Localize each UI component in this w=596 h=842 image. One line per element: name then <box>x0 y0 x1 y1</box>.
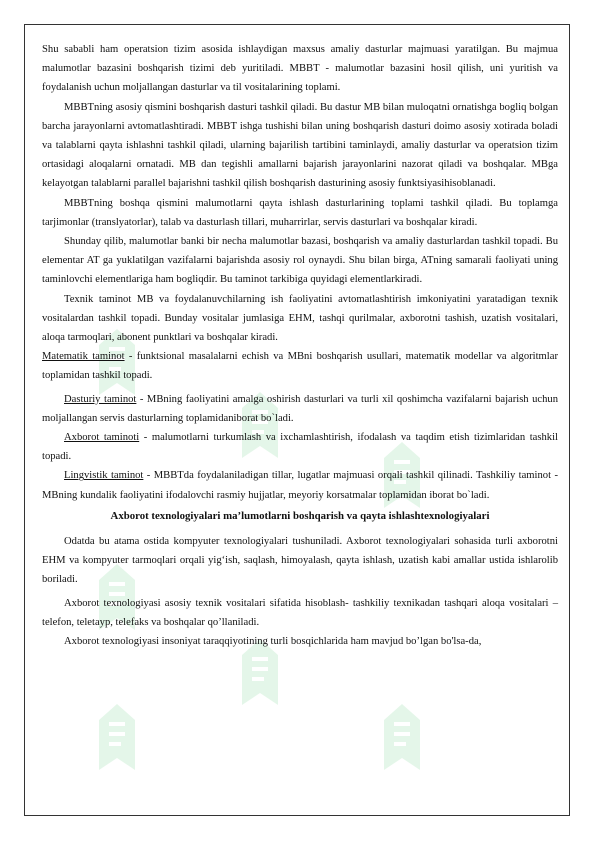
section-heading: Axborot texnologiyalari ma’lumotlarni boshqarish va qayta ishlashtexnologiyalari <box>110 509 490 522</box>
definition-text: - funktsional masalalarni echish va MBni boshqarish usullari, matematik modellar va algoritmlar toplamidan tashkil topadi. <box>42 351 558 382</box>
paragraph-definition <box>42 466 558 504</box>
document-body <box>42 40 558 651</box>
paragraph: MBBTning asosiy qismini boshqarish dasturi tashkil qiladi. Bu dastur MB bilan muloqatni ornatishga bogliq bolgan barcha jarayonlarni avtomatlashtiradi. MBBT ishga tushishi bilan uning boshqarish dasturi doimo asosiy xotirada boladi va talablarni qayta ishlashni tashkil qiladi, ularning bajarilish tartibini taminlaydi, amaliy dasturlar va operatsion tizim ortasidagi aloqalarni ornatadi. MB dan tegishli amallarni bajarish jarayonlarini nazorat qiladi va boshqalar. MBga kelayotgan talablarni parallel bajarishni tashkil qilish boshqarish dasturining asosiy funktsiyasihisoblanadi. <box>42 101 558 190</box>
paragraph: Axborot texnologiyasi asosiy texnik vositalari sifatida hisoblash- tashkiliy texnikadan tashqari aloqa vositalari – telefon, teletayp, telefaks va boshqalar qo’llaniladi. <box>42 597 558 628</box>
paragraph: Texnik taminot MB va foydalanuvchilarning ish faoliyatini avtomatlashtirish imkoniyatini yaratadigan texnik vositalardan tashkil topadi. Bunday vositalar jumlasiga EHM, tashqi qurilmalar, axborotni tashish, uzatish vositalari, aloqa tarmoqlari, abonent punktlari va boshqalar kiradi. <box>42 293 558 344</box>
definition-text: - MBBTda foydalaniladigan tillar, lugatlar majmuasi orqali tashkil qilinadi. Tashkiliy taminot -MBning kundalik faoliyatini ifodalovchi rasmiy hujjatlar, meyoriy korsatmalar toplamidan iborat bo`ladi. <box>42 470 558 501</box>
definition-text: - MBning faoliyatini amalga oshirish dasturlari va turli xil qoshimcha vazifalarni bajarish uchun moljallangan servis dasturlarning toplamidaniborat bo`ladi. <box>42 393 559 424</box>
paragraph-definition <box>42 428 558 466</box>
paragraph-definition <box>42 347 558 385</box>
defined-term: Matematik taminot <box>42 351 125 363</box>
defined-term: Axborot taminoti <box>64 432 140 444</box>
paragraph: Shu sababli ham operatsion tizim asosida ishlaydigan maxsus amaliy dasturlar majmuasi yaratilgan. Bu majmua malumotlar bazasini boshqarish tizimi deb yuritiladi. MBBT - malumotlar bazasini hosil qilish, uni yuritish va foydalanish uchun moljallangan dasturlar va til vositalarining toplami. <box>42 44 558 94</box>
definition-text: - malumotlarni turkumlash va ixchamlashtirish, ifodalash va taqdim etish tizimlaridan tashkil topadi. <box>42 432 558 463</box>
paragraph: MBBTning boshqa qismini malumotlarni qayta ishlash dasturlarining toplami tashkil qiladi. Bu toplamga tarjimonlar (translyatorlar), talab va dasturlash tillari, muharrirlar, servis dasturlari va boshqalar kiradi. <box>42 197 558 228</box>
paragraph: Shunday qilib, malumotlar banki bir necha malumotlar bazasi, boshqarish va amaliy dasturlardan tashkil topadi. Bu elementar AT ga yuklatilgan vazifalarni bajarishda asosiy rol oynaydi. Shu bilan birga, ATning samarali faoliyati uning taminlovchi elementlariga ham bogliqdir. Bu taminot tarkibiga quyidagi elementlarkiradi. <box>42 236 558 286</box>
paragraph-definition <box>42 390 558 428</box>
defined-term: Dasturiy taminot <box>64 393 137 405</box>
defined-term: Lingvistik taminot <box>64 470 144 482</box>
paragraph: Odatda bu atama ostida kompyuter texnologiyalari tushuniladi. Axborot texnologiyalari sohasida turli axborotni EHM va kompyuter tarmoqlari orqali yig‘ish, saqlash, himoyalash, qayta ishlash, uzatish kabi amallar ustida ishlarolib boriladi. <box>42 536 558 586</box>
paragraph: Axborot texnologiyasi insoniyat taraqqiyotining turli bosqichlarida ham mavjud bo’lgan bo'lsa-da, <box>64 636 482 648</box>
